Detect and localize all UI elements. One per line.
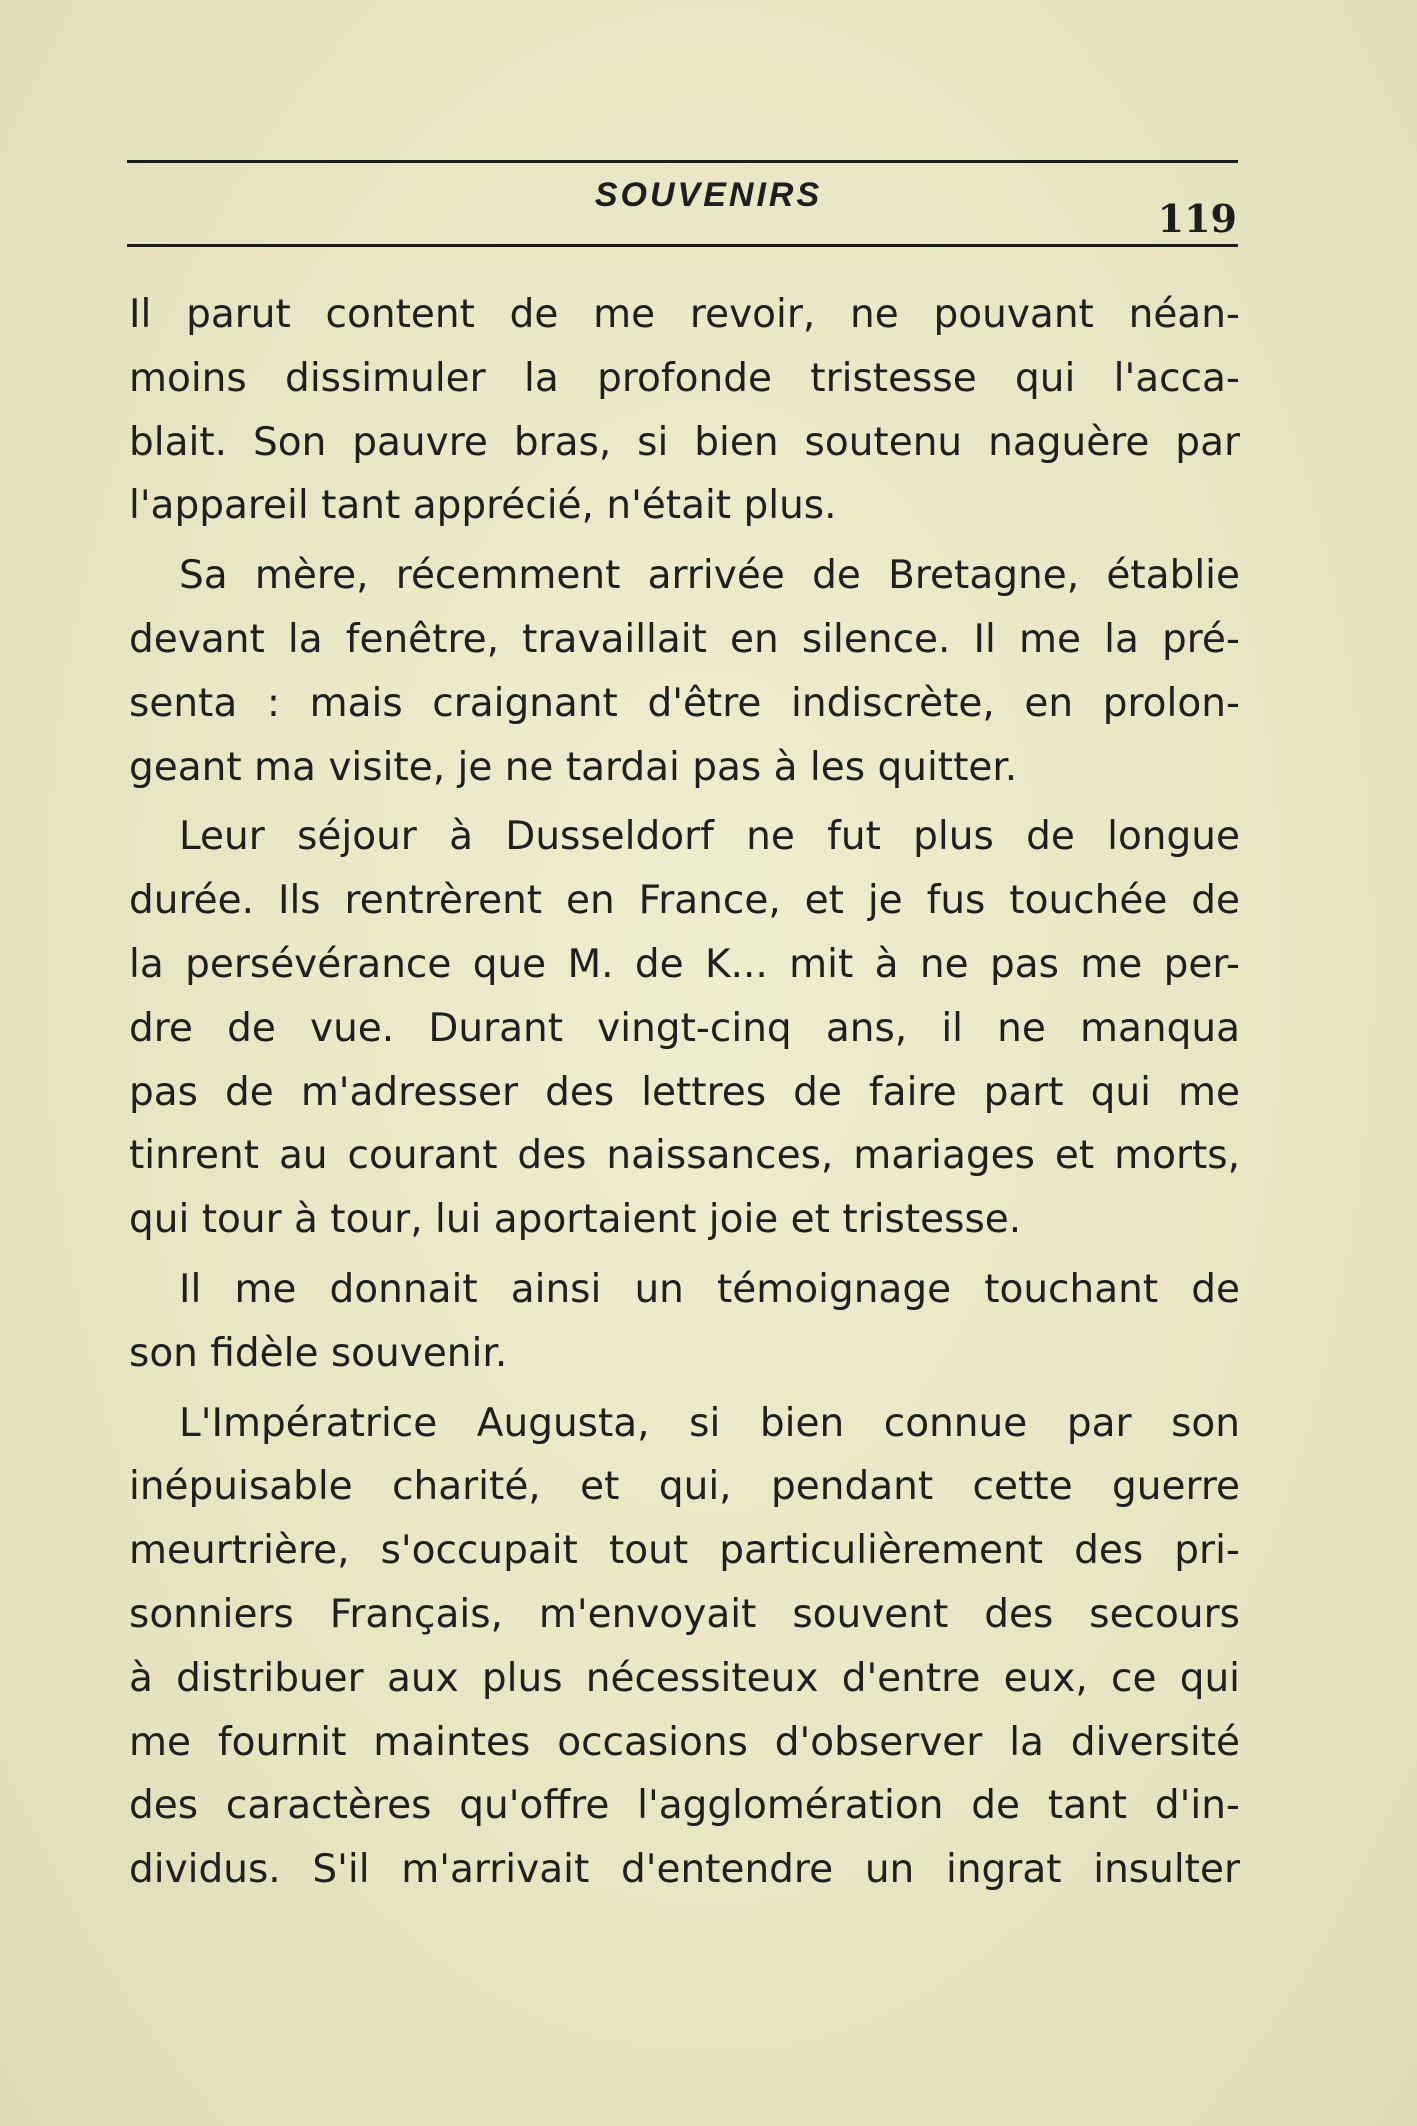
paragraph-5 <box>129 1392 1240 1902</box>
text-line: dividus. S'il m'arrivait d'entendre un ingrat insulter <box>129 1847 1240 1893</box>
text-line: dre de vue. Durant vingt-cinq ans, il ne manqua <box>129 1005 1240 1051</box>
text-line: Il parut content de me revoir, ne pouvant néan- <box>129 292 1240 337</box>
text-line: à distribuer aux plus nécessiteux d'entre eux, ce qui <box>129 1655 1240 1701</box>
running-title: SOUVENIRS <box>594 176 823 214</box>
text-line: inépuisable charité, et qui, pendant cette guerre <box>129 1464 1240 1510</box>
body-text <box>129 283 1240 1902</box>
text-line: tinrent au courant des naissances, mariages et morts, <box>129 1133 1240 1179</box>
header-bottom-rule <box>127 244 1238 247</box>
paragraph-3 <box>129 805 1240 1252</box>
text-line: blait. Son pauvre bras, si bien soutenu naguère par <box>129 419 1240 465</box>
text-line: Sa mère, récemment arrivée de Bretagne, établie <box>179 553 1240 599</box>
text-line: meurtrière, s'occupait tout particulièrement des pri- <box>129 1528 1240 1574</box>
text-line: L'Impératrice Augusta, si bien connue par son <box>179 1400 1240 1446</box>
text-line: senta : mais craignant d'être indiscrète, en prolon- <box>129 680 1240 726</box>
text-line: sonniers Français, m'envoyait souvent des secours <box>129 1591 1240 1637</box>
paragraph-4 <box>129 1258 1240 1386</box>
text-line: moins dissimuler la profonde tristesse qui l'acca- <box>129 355 1240 401</box>
text-line: des caractères qu'offre l'agglomération de tant d'in- <box>129 1783 1240 1829</box>
text-line: la persévérance que M. de K... mit à ne pas me per- <box>129 941 1240 987</box>
text-line: pas de m'adresser des lettres de faire part qui me <box>129 1069 1240 1115</box>
text-line: geant ma visite, je ne tardai pas à les quitter. <box>129 744 1018 790</box>
text-line: qui tour à tour, lui aportaient joie et tristesse. <box>129 1197 1022 1243</box>
page-number: 119 <box>1157 196 1237 241</box>
text-line: me fournit maintes occasions d'observer la diversité <box>129 1719 1240 1765</box>
paragraph-2 <box>129 544 1240 799</box>
text-line: Il me donnait ainsi un témoignage touchant de <box>179 1266 1240 1312</box>
paragraph-1 <box>129 283 1240 538</box>
text-line: durée. Ils rentrèrent en France, et je fus touchée de <box>129 878 1240 924</box>
text-line: devant la fenêtre, travaillait en silence. Il me la pré- <box>129 616 1240 662</box>
text-line: son fidèle souvenir. <box>129 1330 508 1376</box>
text-line: l'appareil tant apprécié, n'était plus. <box>129 483 837 529</box>
text-line: Leur séjour à Dusseldorf ne fut plus de longue <box>179 814 1240 860</box>
header-top-rule <box>127 160 1238 163</box>
